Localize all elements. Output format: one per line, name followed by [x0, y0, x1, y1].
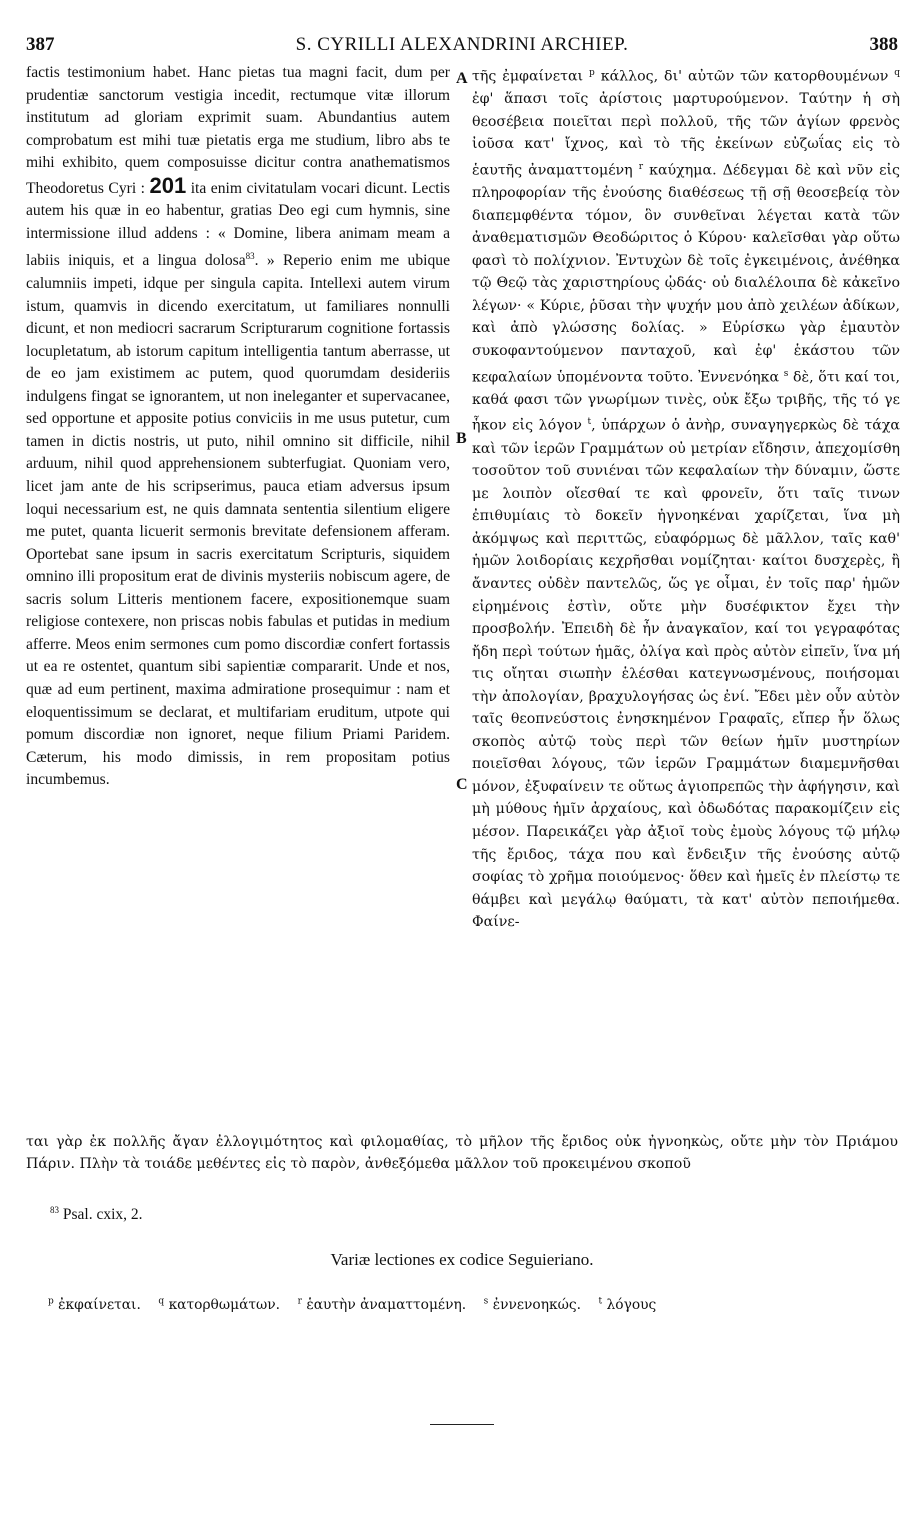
greek-paragraph: [472, 62, 900, 934]
latin-text: ita enim civitatulam vocari dicunt. Lectis autem his quæ in eo habentur, gratias Deo egi cum hymnis, sine intermissione illud addens : « Domine, libera animam meam a labiis iniquis, et a lingua dolosa: [26, 179, 450, 270]
greek-text: ἐφ' ἅπασι τοῖς ἀρίστοις μαρτυρούμενον. Ταύτην ἡ σὴ θεοσέβεια ποιεῖται περὶ πολλοῦ, τῆς τῶν ἁγίων φρενὸς ἰοῦσα κατ' ἴχνος, καὶ τὸ τῆς ἐκείνων εὐζωΐας εἰς τὸ ἑαυτῆς ἀναματτομένη: [472, 91, 900, 179]
greek-column: [472, 62, 900, 934]
variant-reading: $^q$ κατορθωμάτων.: [158, 1296, 281, 1313]
footnote: [50, 1205, 143, 1224]
variant-mark: r: [638, 161, 644, 172]
page-number-right: 388: [869, 34, 898, 55]
page-number-left: 387: [26, 34, 55, 55]
latin-text: factis testimonium habet. Hanc pietas tua magni facit, dum per prudentiæ sanctorum vestigia incedit, rectumque vitæ illorum institutum ad gloriam exprimit suam. Abundantius autem comprobatum est mihi tuæ pietatis erga me studium, libro abs te mihi exhibito, quem composuisse dicitur contra anathematismos Theodoretus Cyri :: [26, 64, 450, 197]
variant-mark: s: [783, 368, 789, 379]
margin-marker-c: C: [456, 776, 468, 793]
footnote-number: 83: [50, 1205, 59, 1215]
variant-mark: t: [587, 417, 592, 428]
variant-mark: p: [589, 68, 595, 78]
running-header: [26, 34, 898, 58]
footnote-text: Psal. cxix, 2.: [62, 1206, 143, 1224]
variant-readings: [48, 1296, 908, 1313]
greek-text: , ὑπάρχων ὁ ἀνὴρ, συναγηγερκὼς δὲ τάχα καὶ τῶν ἱερῶν Γραμμάτων οὐ μετρίαν εἴδησιν, ἀπεχομίσθη τοσοῦτον τοῦ συνιέναι τῶν κεφαλαίων τὴν δύναμιν, ὥστε με λοιπὸν οἴεσθαί τε καὶ φρονεῖν, ὅτι ταῖς τινων ἐπιθυμίαις τὸ δοκεῖν ἠγνοηκέναι χαρίζεται, ἵνα μὴ ἀκόμψως καὶ περιττῶς, εὐαφόρμως δὲ μᾶλλον, ταῖς καθ' ἡμῶν λοιδορίαις κεχρῆσθαι νομίζηται· καίτοι δυσχερὲς, ἢ ἄναντες οὐδὲν παντελῶς, ὥς γε οἶμαι, ἐν τοῖς παρ' ἡμῶν εἰρημένοις ἐστὶν, οὔτε μὴν δυσέφικτον ἔχει τὴν προσβολήν. Ἐπειδὴ δὲ ἦν ἀναγκαῖον, καί τοι γεγραφότας ἤδη περὶ τούτων ἡμᾶς, ὀλίγα καὶ πρὸς αὐτὸν εἰπεῖν, ἵνα μή τις οἴηται σιωπὴν ἑλέσθαι κατεγνωσμένους, ποιήσομαι τὴν ἀπολογίαν, βραχυλογήσας ὡς ἐνί. Ἔδει μὲν οὖν αὐτὸν ταῖς θεοπνεύστοις ἐνησκημένον Γραφαῖς, εἴπερ ἦν ὅλως σκοπὸς αὐτῷ τοὺς περὶ τῶν θείων ἡμῖν μυστηρίων ποιεῖσθαι λόγους, τῶν ἱερῶν Γραμμάτων διαμεμνῆσθαι μόνον, ἐξυφαίνειν τε οὕτως ἁγιοπρεπῶς τὴν ἀφήγησιν, καὶ μὴ μύθους ἡμῖν ἀρχαίους, καὶ ὀδωδότας παρακομίζειν εἰς μέσον. Παρεικάζει γὰρ ἀξιοῖ τοὺς ἐμοὺς λόγους τῷ μήλῳ τῆς ἔριδος, τάχα που καὶ ἔνδειξιν τῆς ἐνούσης αὐτῷ σοφίας τὸ χρῆμα ποιούμενος· ὅθεν καὶ ἡμεῖς ἐν πλείστῳ τε θάμβει καὶ μεγάλῳ θαύματι, τὰ κατ' αὐτὸν πεποιήμεθα. Φαίνε-: [472, 418, 900, 931]
margin-marker-a: A: [456, 70, 468, 87]
variant-reading: $^s$ ἐννενοηκώς.: [483, 1296, 581, 1313]
variant-reading: $^t$ λόγους: [598, 1296, 657, 1313]
latin-column: [26, 62, 450, 792]
latin-paragraph: [26, 62, 450, 792]
variant-reading: $^p$ ἐκφαίνεται.: [48, 1296, 141, 1313]
greek-text: καύχημα. Δέδεγμαι δὲ καὶ νῦν εἰς πληροφορίαν τῆς ἐνούσης διαθέσεως τῇ σῇ θεοσεβείᾳ τὸν διαπεμφθέντα τόμον, ὃν συνθεῖναι λέγεται κατὰ τῶν ἀναθεματισμῶν Θεοδώριτος ὁ Κύρου· καλεῖσθαι γὰρ οὕτω φασὶ τὸ πολίχνιον. Ἐντυχὼν δὲ τοῖς ἐγκειμένοις, ἀνέθηκα τῷ Θεῷ τὰς χαριστηρίους ᾠδάς· οὐ διαλέλοιπα δὲ κἀκεῖνο λέγων· « Κύριε, ῥῦσαι τὴν ψυχήν μου ἀπὸ χειλέων ἀδίκων, καὶ ἀπὸ γλώσσης δολίας. » Εὑρίσκω γὰρ ἐμαυτὸν συκοφαντούμενον πανταχοῦ, καὶ ἐφ' ἑκάστου τῶν κεφαλαίων ὑπομένοντα τοῦτο. Ἐννενόηκα: [472, 162, 900, 386]
margin-marker-b: B: [456, 430, 467, 447]
footnote-ref: 83: [245, 251, 255, 262]
running-title: S. CYRILLI ALEXANDRINI ARCHIEP.: [295, 34, 629, 55]
greek-full-width-line: ται γὰρ ἐκ πολλῆς ἄγαν ἐλλογιμότητος καὶ φιλομαθίας, τὸ μῆλον τῆς ἔριδος οὐκ ἠγνοηκὼς, οὔτε μὴν τὸν Πριάμου Πάριν. Πλὴν τὰ τοιάδε μεθέντες εἰς τὸ παρὸν, ἀνθεξόμεθα μᾶλλον τοῦ προκειμένου σκοποῦ: [26, 1134, 898, 1172]
variant-reading: $^r$ ἑαυτὴν ἀναματτομένη.: [297, 1296, 467, 1313]
latin-text: . » Reperio enim me ubique calumniis impeti, idque per singula capita. Intellexi autem virum istum, quamvis in dicendo exercitatum, ut familiares nonnulli dicunt, et non mediocri sacrarum Scripturarum cognitione fortassis locupletatum, ab istorum capitum intelligentia tantum aberrasse, ut de eo jam existimem ac putem, quod quorumdam desideriis indulgens fingat se ignorantem, ut non ineleganter et supervacanee, sed opportune et apposite potius conviciis in me usus putetur, cum tamen in dictis nostris, ut puto, nihil omnino sit difficile, nihil arduum, nihil quod apprehensionem subterfugiat. Quoniam vero, licet jam ante de his scripserimus, pauca etiam adversus ipsum loqui necessarium est, ne quis damnata sententia silentium eligere me putet, quanta licuerit sermonis brevitate defensionem afferam. Oportebat sane ipsum in sacris exercitatum Scripturis, siquidem omnino illi propositum erat de divinis mysteriis nobiscum agere, de sacris solum Litteris mentionem facere, expositionemque suam religiose contexere, non priscas nobis fabulas et putidas in medium afferre. Meos enim sermones cum pomo discordiæ confert fortassis ut ea re ostentet, quantum sibi sapientiæ compararit. Unde et nos, quæ ad eum pertinent, maxima admiratione prosequimur : nam et eloquentissimum se declarat, et multifariam eruditum, utpote qui pomum discordiæ non ignoret, neque filium Priami Paridem. Cæterum, his modo dimissis, in rem propositam potius incumbemus.: [26, 252, 450, 789]
variae-heading: Variæ lectiones ex codice Seguieriano.: [330, 1250, 594, 1269]
column-number: 201: [149, 172, 187, 198]
greek-text: δὲ, ὅτι καί τοι, καθά φασι τῶν γνωρίμων τινὲς, οὐκ ἔξω τριβῆς, τῆς τό γε ἧκον εἰς λόγον: [472, 369, 901, 435]
variant-mark: q: [894, 68, 901, 78]
greek-text: κάλλος, δι' αὐτῶν τῶν κατορθουμένων: [600, 68, 889, 85]
bottom-rule: [430, 1424, 494, 1425]
greek-text: τῆς ἐμφαίνεται: [472, 68, 584, 85]
